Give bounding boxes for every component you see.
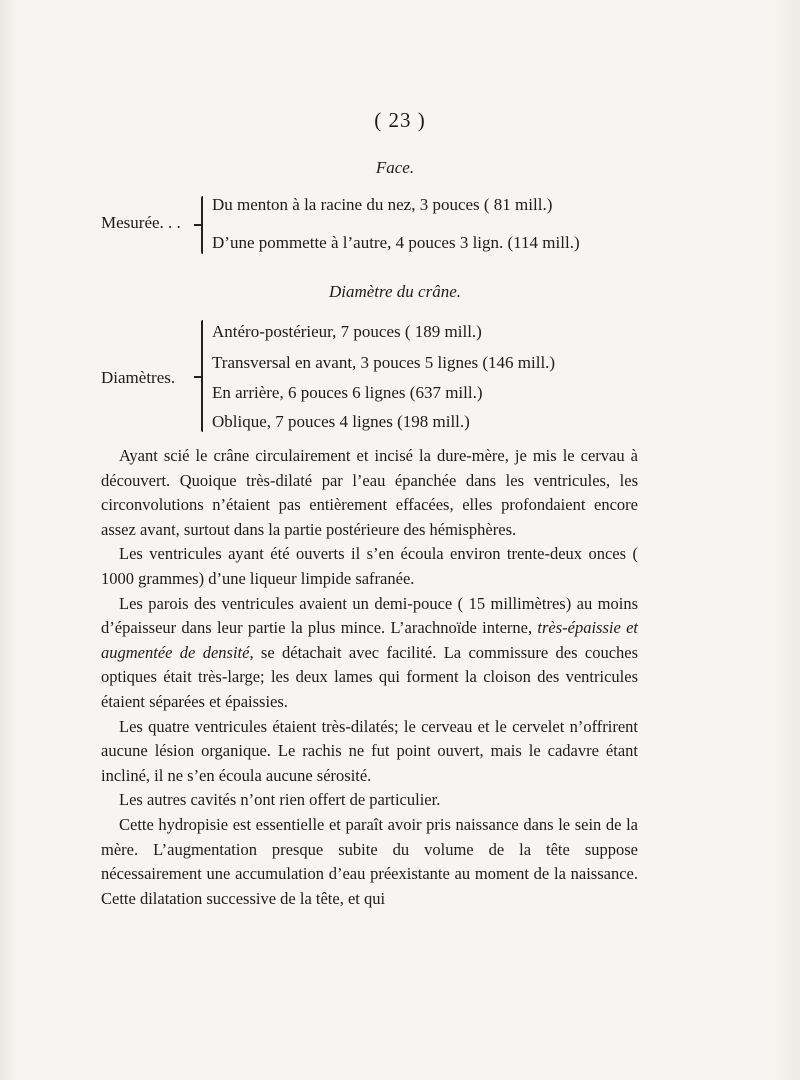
- crane-brace-tip: [194, 376, 202, 378]
- paragraph-1: Ayant scié le crâne circulairement et incisé la dure-mère, je mis le cervau à découvert. Quoique très-dilaté par l’eau épanchée dans les ventricules, les circonvolutions n’étaient pas entièrement effacées, elles profondaient encore assez avant, surtout dans la partie postérieure des hémisphères.: [101, 446, 638, 539]
- body-text: [101, 444, 638, 911]
- paragraph-3-italic: très-épaissie et augmentée de densité: [101, 618, 638, 662]
- paragraph-3: [101, 592, 638, 715]
- face-heading: Face.: [375, 158, 415, 177]
- paragraph-3-text-a: Les parois des ventricules avaient un demi-pouce ( 15 millimètres) au moins d’épaisseur dans leur partie la plus mince. L’arachnoïde interne,: [101, 593, 638, 638]
- crane-row-4: Oblique, 7 pouces 4 lignes (198 mill.): [212, 412, 470, 431]
- crane-group-label: Diamètres.: [101, 368, 176, 387]
- paragraph-5: Les autres cavités n’ont rien offert de particulier.: [119, 790, 441, 810]
- face-brace-tip: [194, 224, 202, 226]
- paragraph-6: Cette hydropisie est essentielle et paraît avoir pris naissance dans le sein de la mère. L’augmentation presque subite du volume de la tête suppose nécessairement une accumulation d’eau préexistante au moment de la naissance. Cette dilatation successive de la tête, et qui: [101, 814, 638, 908]
- paragraph-3-text-b: , se détachait avec facilité. La commissure des couches optiques était très-large; les deux lames qui forment la cloison des ventricules étaient séparées et épaissies.: [101, 642, 639, 711]
- paragraph-2: Les ventricules ayant été ouverts il s’en écoula environ trente-deux onces ( 1000 grammes) d’une liqueur limpide safranée.: [101, 544, 638, 588]
- page-number: ( 23 ): [374, 108, 426, 132]
- crane-row-2: Transversal en avant, 3 pouces 5 lignes (146 mill.): [212, 353, 556, 372]
- face-group-label: Mesurée. . .: [101, 213, 181, 232]
- paragraph-4: Les quatre ventricules étaient très-dilatés; le cerveau et le cervelet n’offrirent aucune lésion organique. Le rachis ne fut point ouvert, mais le cadavre étant incliné, il ne s’en écoula aucune sérosité.: [101, 716, 638, 785]
- crane-heading: Diamètre du crâne.: [328, 282, 462, 301]
- crane-row-1: Antéro-postérieur, 7 pouces ( 189 mill.): [212, 322, 482, 341]
- face-row-2: D’une pommette à l’autre, 4 pouces 3 lign. (114 mill.): [212, 233, 580, 252]
- face-row-1: Du menton à la racine du nez, 3 pouces ( 81 mill.): [212, 195, 553, 214]
- crane-row-3: En arrière, 6 pouces 6 lignes (637 mill.): [212, 383, 483, 402]
